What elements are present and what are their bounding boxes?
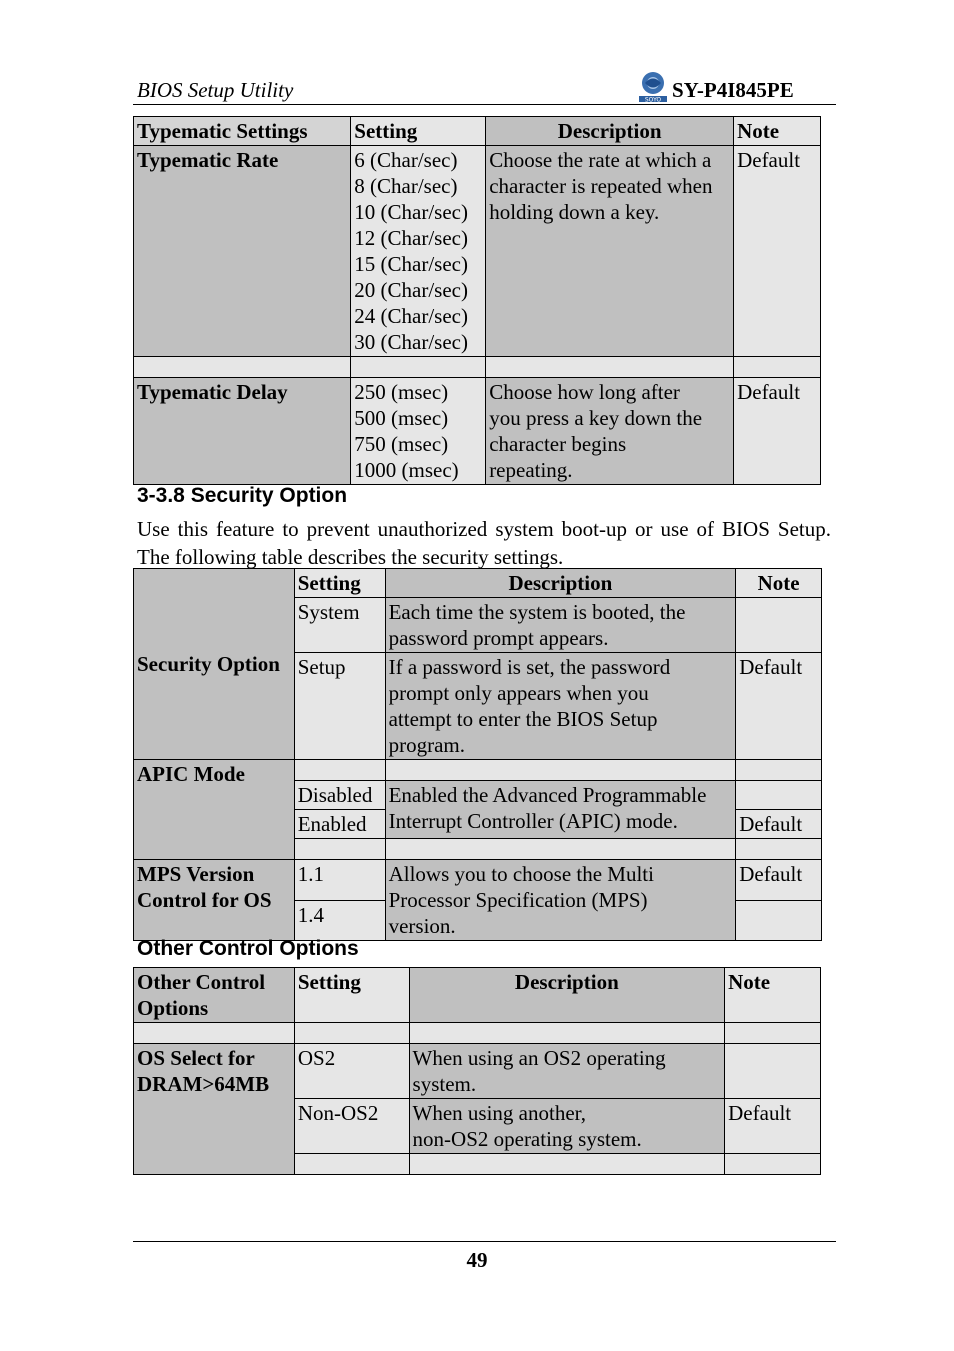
col-header: Note bbox=[725, 968, 821, 1023]
setting-name: MPS Version Control for OS bbox=[134, 860, 295, 941]
setting-description: Choose how long after you press a key down the character begins repeating. bbox=[486, 378, 734, 485]
setting-description: Choose the rate at which a character is repeated when holding down a key. bbox=[486, 146, 734, 357]
setting-note bbox=[736, 598, 822, 653]
setting-value: Disabled bbox=[294, 781, 385, 810]
spacer-row bbox=[134, 1023, 821, 1044]
setting-note: Default bbox=[736, 810, 822, 839]
col-header: Description bbox=[409, 968, 725, 1023]
page-number: 49 bbox=[466, 1248, 488, 1272]
col-header: Description bbox=[486, 117, 734, 146]
typematic-table bbox=[133, 116, 821, 485]
section-heading: Other Control Options bbox=[137, 937, 359, 960]
setting-value: 1.1 bbox=[294, 860, 385, 901]
model-name: SY-P4I845PE bbox=[672, 78, 794, 102]
setting-value: Non-OS2 bbox=[294, 1099, 409, 1154]
setting-name: Security Option bbox=[134, 569, 295, 760]
setting-note bbox=[725, 1044, 821, 1099]
setting-note bbox=[736, 781, 822, 810]
col-header: Setting bbox=[294, 968, 409, 1023]
section-heading: 3-3.8 Security Option bbox=[137, 484, 348, 507]
setting-description: When using an OS2 operating system. bbox=[409, 1044, 725, 1099]
table-header-row bbox=[134, 569, 822, 598]
setting-description: Allows you to choose the Multi Processor Specification (MPS) version. bbox=[385, 860, 736, 941]
table-header-row bbox=[134, 117, 821, 146]
col-header: Setting bbox=[351, 117, 486, 146]
setting-note: Default bbox=[734, 378, 821, 485]
security-table bbox=[133, 568, 822, 941]
setting-note: Default bbox=[736, 860, 822, 901]
svg-text:SOYO: SOYO bbox=[644, 96, 662, 104]
spacer-row bbox=[134, 760, 822, 781]
setting-value: Setup bbox=[294, 653, 385, 760]
setting-value: OS2 bbox=[294, 1044, 409, 1099]
setting-values: 250 (msec) 500 (msec) 750 (msec) 1000 (msec) bbox=[351, 378, 486, 485]
table-row bbox=[134, 378, 821, 485]
setting-description: Each time the system is booted, the password prompt appears. bbox=[385, 598, 736, 653]
table-header-row bbox=[134, 968, 821, 1023]
col-header: Other Control Options bbox=[134, 968, 295, 1023]
setting-name: Typematic Delay bbox=[134, 378, 351, 485]
footer-rule bbox=[133, 1241, 836, 1242]
setting-note: Default bbox=[736, 653, 822, 760]
setting-value: 1.4 bbox=[294, 900, 385, 941]
col-header: Typematic Settings bbox=[134, 117, 351, 146]
setting-description: Enabled the Advanced Programmable Interrupt Controller (APIC) mode. bbox=[385, 781, 736, 839]
table-row bbox=[134, 146, 821, 357]
col-header: Note bbox=[736, 569, 822, 598]
section-paragraph: Use this feature to prevent unauthorized system boot-up or use of BIOS Setup. The following table describes the security settings. bbox=[137, 517, 831, 569]
setting-name: OS Select for DRAM>64MB bbox=[134, 1044, 295, 1175]
setting-description: If a password is set, the password prompt only appears when you attempt to enter the BIOS Setup program. bbox=[385, 653, 736, 760]
setting-value: Enabled bbox=[294, 810, 385, 839]
col-header: Note bbox=[734, 117, 821, 146]
running-header-title: BIOS Setup Utility bbox=[137, 78, 294, 102]
setting-value: System bbox=[294, 598, 385, 653]
setting-note: Default bbox=[725, 1099, 821, 1154]
soyo-logo-icon bbox=[636, 70, 670, 104]
other-control-table bbox=[133, 967, 821, 1175]
setting-note: Default bbox=[734, 146, 821, 357]
table-row bbox=[134, 1044, 821, 1099]
setting-note bbox=[736, 900, 822, 941]
col-header: Setting bbox=[294, 569, 385, 598]
table-row bbox=[134, 860, 822, 901]
setting-values: 6 (Char/sec) 8 (Char/sec) 10 (Char/sec) 12 (Char/sec) 15 (Char/sec) 20 (Char/sec) 24 (Char/sec) 30 (Char/sec) bbox=[351, 146, 486, 357]
header-rule bbox=[133, 104, 836, 105]
setting-description: When using another, non-OS2 operating system. bbox=[409, 1099, 725, 1154]
spacer-row bbox=[134, 357, 821, 378]
col-header: Description bbox=[385, 569, 736, 598]
setting-name: Typematic Rate bbox=[134, 146, 351, 357]
setting-name: APIC Mode bbox=[134, 760, 295, 860]
